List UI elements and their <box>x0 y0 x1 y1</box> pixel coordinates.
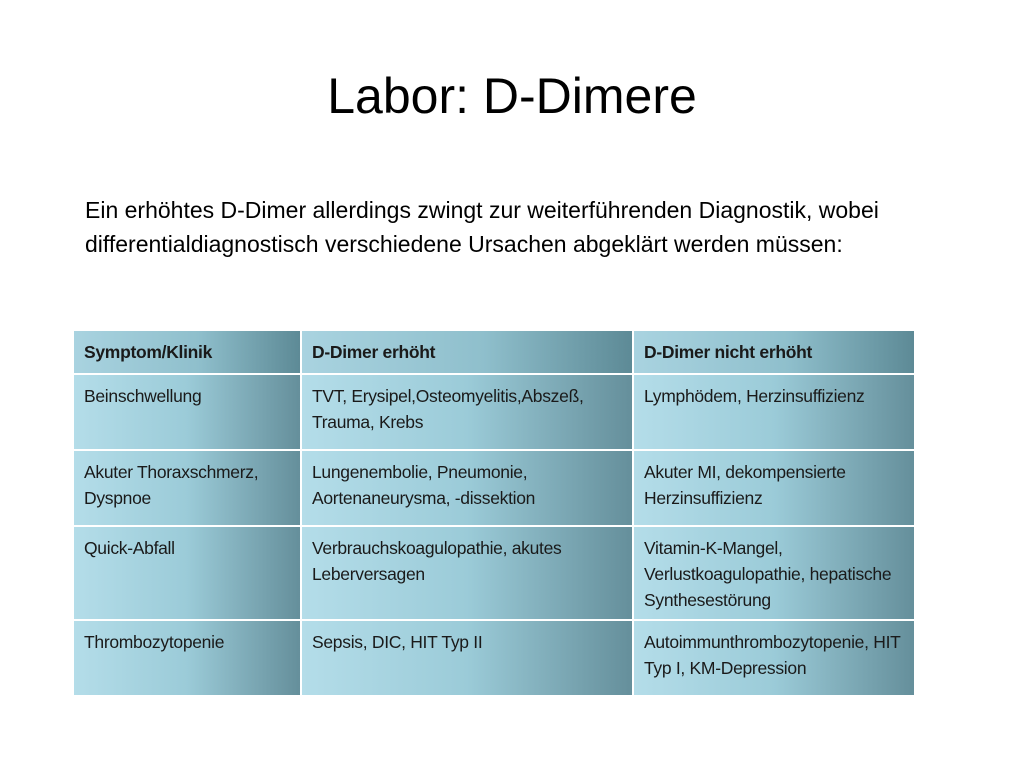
cell-erhoeht: Verbrauchskoagulopathie, akutes Leberversagen <box>301 526 633 620</box>
cell-nicht-erhoeht: Akuter MI, dekompensierte Herzinsuffizienz <box>633 450 915 526</box>
cell-erhoeht: Lungenembolie, Pneumonie, Aortenaneurysma, -dissektion <box>301 450 633 526</box>
table-header-row <box>73 330 915 374</box>
table-row <box>73 374 915 450</box>
cell-erhoeht: Sepsis, DIC, HIT Typ II <box>301 620 633 696</box>
cell-erhoeht: TVT, Erysipel,Osteomyelitis,Abszeß, Trauma, Krebs <box>301 374 633 450</box>
table-row <box>73 620 915 696</box>
header-d-dimer-erhoeht: D-Dimer erhöht <box>301 330 633 374</box>
table-row <box>73 526 915 620</box>
slide-title: Labor: D-Dimere <box>327 68 697 124</box>
cell-symptom: Akuter Thoraxschmerz, Dyspnoe <box>73 450 301 526</box>
cell-symptom: Beinschwellung <box>73 374 301 450</box>
cell-symptom: Thrombozytopenie <box>73 620 301 696</box>
cell-symptom: Quick-Abfall <box>73 526 301 620</box>
d-dimer-table <box>72 329 916 697</box>
intro-paragraph: Ein erhöhtes D-Dimer allerdings zwingt zur weiterführenden Diagnostik, wobei differentialdiagnostisch verschiedene Ursachen abgeklärt werden müssen: <box>85 197 879 257</box>
header-symptom-klinik: Symptom/Klinik <box>73 330 301 374</box>
differential-diagnosis-table <box>72 329 914 696</box>
cell-nicht-erhoeht: Lymphödem, Herzinsuffizienz <box>633 374 915 450</box>
header-d-dimer-nicht-erhoeht: D-Dimer nicht erhöht <box>633 330 915 374</box>
table-row <box>73 450 915 526</box>
cell-nicht-erhoeht: Autoimmunthrombozytopenie, HIT Typ I, KM-Depression <box>633 620 915 696</box>
cell-nicht-erhoeht: Vitamin-K-Mangel, Verlustkoagulopathie, hepatische Synthesestörung <box>633 526 915 620</box>
